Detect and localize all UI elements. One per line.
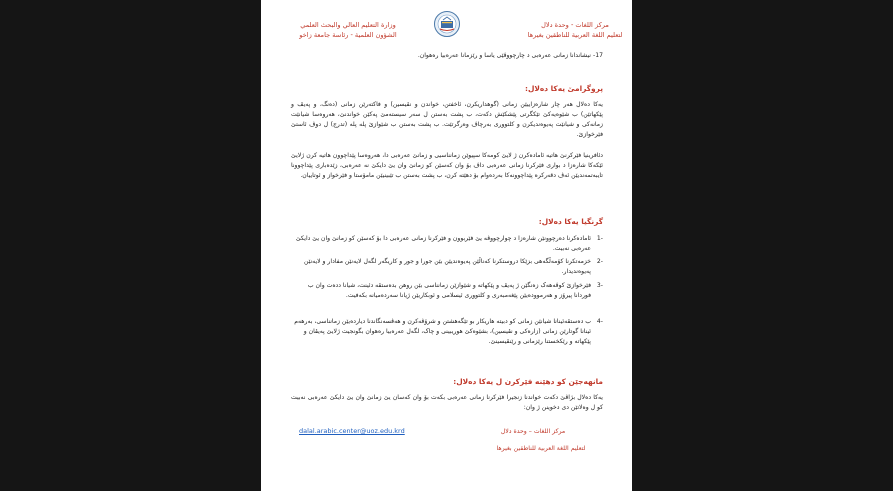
footer-center-line1: مركز اللغات – وحدة دلال bbox=[500, 428, 566, 435]
list-item-number: -3 bbox=[596, 282, 603, 289]
university-logo-icon bbox=[434, 11, 460, 37]
list-item bbox=[291, 317, 603, 347]
list-item-number: 17- bbox=[593, 52, 603, 59]
header-ministry-name bbox=[295, 20, 401, 40]
list-item-text: ب دەستڤەئینانا شیانێن زمانی کو دبیتە هاریکار بو تێگەهشتن و شرۆڤەکرن و هەڤسەنگاندنا دیاردەیێن زمانناسی، بەرهەم ئینانا گوتارێن زمانی (زارەکی و نڤیسین)، بشێوەکێ هوریبینی و چاک، لگەل عەرەبیا رەهوان بگونجیت ژلایێ پەیڤان و پێکهاتە و رێکخستنا رێزمانی و رێنڤیسینێ. bbox=[294, 318, 591, 345]
list-item-number: -1 bbox=[596, 235, 603, 242]
header-center-line2: لتعليم اللغة العربية للناطقين بغيرها bbox=[527, 31, 623, 39]
list-item bbox=[291, 51, 603, 61]
section-paragraph: دئافرینیا فێرکرنێ هاتیە ئامادەکرن ژ لایێ کومەکا سپیوێن زمانناسیی و زمانێ عەرەبی دا، هەروەسا پێداچوون هاتیە کرن ژلایێ ئێکەکا شارەزا د بواری فێرکرنا زمانی عەرەبی داڤ بۆ وان کەسێن کو زمانێ وان یێ دایکێ نە عەرەبی، زێدەباری پێداچوونا تایبەتمەندیێن ئەڤ دقەرکرە پێداچوونەکا بەردەوام بۆ دهێتە کرن، ب پشت بەستن ب تێبینیێن مامۆستا و فێرخواز و ئوتاییان. bbox=[291, 152, 603, 179]
header-ministry-line2: الشؤون العلمية - رئاسة جامعة زاخو bbox=[299, 31, 397, 39]
list-item bbox=[291, 257, 603, 277]
list-item-text: ئامادەکرنا دەرچوونێن شارەزا د چوارچووڤە یێ فێربوون و فێرکرنا زمانی عەرەبی دا بۆ کەسێن کو زمانێ وان یێ دایکێ عەرەبی نەبیت. bbox=[295, 235, 591, 252]
section-heading: پروگرامێ یەکا دەلال: bbox=[525, 84, 603, 93]
list-item-text: نیشاندانا زمانی عەرەبی د چارچووڤێی یاسا و رێزمانا عەرەبیا رەهوان. bbox=[417, 52, 591, 59]
list-item bbox=[291, 281, 603, 301]
document-page[interactable] bbox=[261, 0, 632, 491]
list-item bbox=[291, 234, 603, 254]
header-center-line1: مركز اللغات - وحدة دلال bbox=[541, 21, 609, 29]
footer-center-line2: لتعليم اللغة العربية للناطقين بغيرها bbox=[496, 445, 586, 452]
section-heading: گرنگیا یەکا دەلال: bbox=[538, 217, 603, 226]
header-center-name bbox=[521, 20, 629, 40]
list-item-text: فێرخوازێ کوڤەهەک زەنگێن ژ پەیڤ و پێکهاتە و شێوازێن زمانناسی بێن روهن بدەستڤە دئینت، شیانا ددەت وان ب فوردانا پیرۆز و هەرموودەیێن پێغەمبەری و کلتووری ئیسلامی و ئوبکاریێن ژیانا سەردەمیانە بکەفیت. bbox=[307, 282, 591, 299]
list-item-number: -4 bbox=[596, 318, 603, 325]
section-paragraph: یەکا دەلال بژاڤێ دکەت خواندنا زنجیرا فێرکرنا زمانی عەرەبی بکەت بۆ وان کەسان یێ زمانێ وان یێ دایکێ عەرەبی نەبیت کو ل وەلاتێن دی دخوینن ژ وان: bbox=[291, 394, 603, 411]
list-item-number: -2 bbox=[596, 258, 603, 265]
list-item-text: خزمەتکرنا کۆمەڵگەهی بزێکا دروستکرنا کەناڵێن پەیوەندیێن بێن جورا و جور و کاریگەر لگەل لایەنێن مفادار و لایەنێن پەیوەندیدار. bbox=[304, 258, 591, 275]
section-heading: مانهەجێن کو دهێنە فێرکرن ل یەکا دەلال: bbox=[453, 377, 603, 386]
header-ministry-line1: وزارة التعليم العالي والبحث العلمي bbox=[300, 21, 396, 29]
contact-email-link[interactable]: dalal.arabic.center@uoz.edu.krd bbox=[299, 427, 405, 435]
section-paragraph: یەکا دەلال هەر چار شارەزاییێن زمانی (گوهداریکرن، ئاخفتن، خواندن و نڤیسین) و فاکتەرێن زمانی (دەنگ، و پەیڤ و پێکهاتێن) ب شێوەیەکێ تێکگرتی پێشکێش دکەت، ب پشت بەستن ل سەر سیستەمێ پەکێن خواندنێ، هەروەسا شیانێت زمانەکی و شیانێت پەیوەندیکرن و کلتووری بەرچاڤ وەرگرتێت. ب پشت بەستن ب شێوازێ پلە پلە (تدرج) ل دوڤ ئاستێ فێرخوازێ. bbox=[291, 101, 603, 138]
